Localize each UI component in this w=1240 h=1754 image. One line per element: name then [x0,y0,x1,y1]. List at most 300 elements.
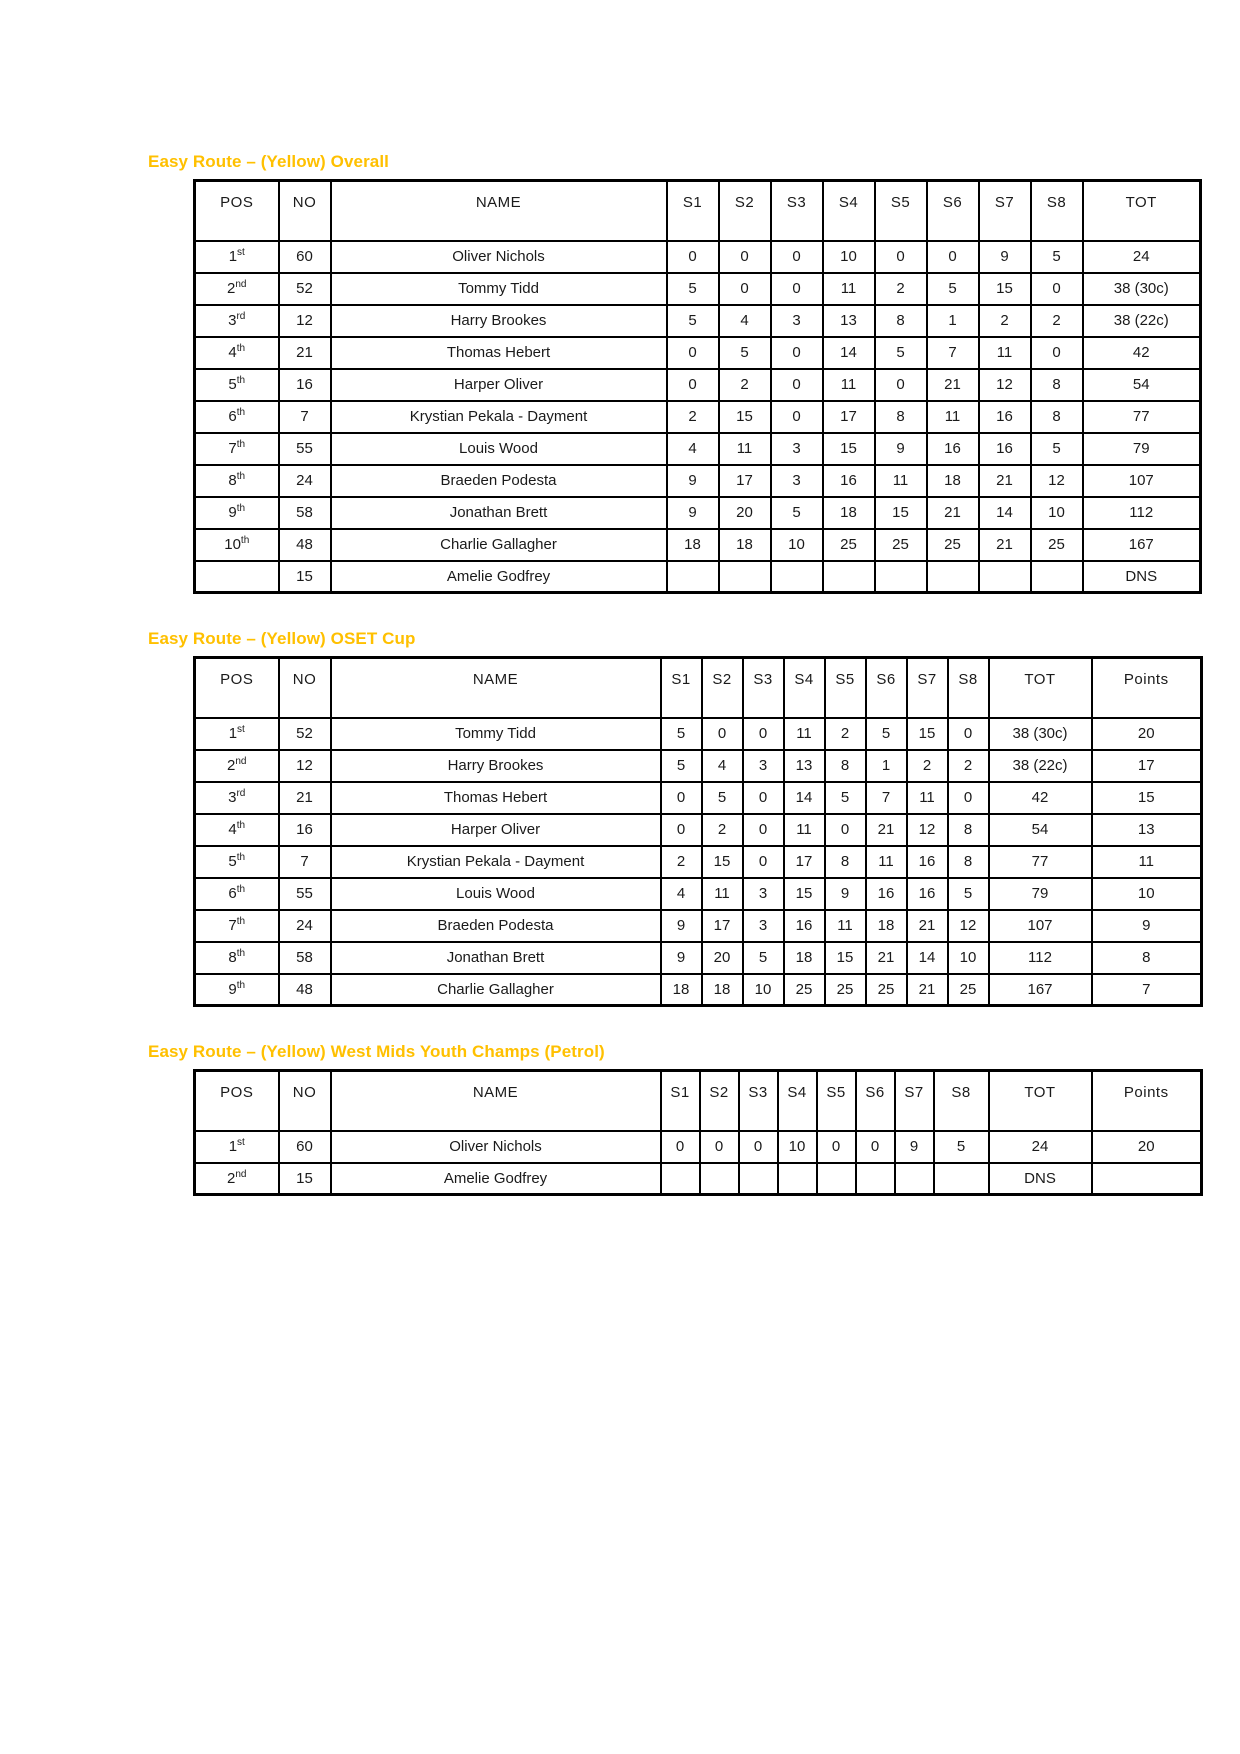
score-cell: 15 [875,497,927,529]
section-title: Easy Route – (Yellow) Overall [148,152,389,171]
pos-cell: 8th [195,465,279,497]
table-row [195,846,1202,878]
table-row [195,1163,1202,1195]
score-cell: 5 [825,782,866,814]
score-cell: 2 [948,750,989,782]
tot-cell: 107 [1083,465,1201,497]
header-cell-no: NO [279,658,331,718]
header-cell-s5: S5 [875,181,927,241]
score-cell: 2 [667,401,719,433]
score-cell: 0 [667,241,719,273]
score-cell: 9 [667,465,719,497]
header-cell-s1: S1 [661,1071,700,1131]
tot-cell: DNS [989,1163,1092,1195]
no-cell: 15 [279,1163,331,1195]
score-cell: 18 [661,974,702,1006]
score-cell [700,1163,739,1195]
no-cell: 48 [279,529,331,561]
score-cell: 11 [825,910,866,942]
points-cell: 17 [1092,750,1202,782]
name-cell: Harper Oliver [331,369,667,401]
header-cell-s6: S6 [866,658,907,718]
tot-cell: 38 (30c) [989,718,1092,750]
header-cell-s2: S2 [719,181,771,241]
score-cell: 25 [866,974,907,1006]
score-cell [856,1163,895,1195]
score-cell: 0 [948,782,989,814]
name-cell: Thomas Hebert [331,782,661,814]
score-cell [719,561,771,593]
header-row [195,1071,1202,1131]
score-cell: 2 [875,273,927,305]
pos-ordinal: th [236,503,246,514]
results-table [193,1069,1203,1196]
score-cell: 9 [661,942,702,974]
pos-cell: 6th [195,401,279,433]
score-cell: 4 [702,750,743,782]
score-cell: 5 [1031,241,1083,273]
pos-ordinal: nd [235,756,247,767]
header-cell-s8: S8 [934,1071,989,1131]
score-cell: 0 [661,782,702,814]
score-cell: 25 [875,529,927,561]
score-cell: 2 [1031,305,1083,337]
pos-ordinal: th [240,535,250,546]
tot-cell: 79 [989,878,1092,910]
header-cell-s6: S6 [856,1071,895,1131]
tot-cell: DNS [1083,561,1201,593]
table-row [195,241,1201,273]
score-cell: 8 [948,846,989,878]
score-cell: 9 [825,878,866,910]
table-row [195,497,1201,529]
score-cell: 16 [823,465,875,497]
score-cell: 0 [702,718,743,750]
score-cell: 7 [927,337,979,369]
header-cell-s1: S1 [661,658,702,718]
score-cell: 12 [907,814,948,846]
score-cell [927,561,979,593]
score-cell: 16 [784,910,825,942]
score-cell: 3 [771,305,823,337]
score-cell: 5 [771,497,823,529]
score-cell: 9 [661,910,702,942]
header-cell-s7: S7 [979,181,1031,241]
table-row [195,814,1202,846]
score-cell: 9 [979,241,1031,273]
header-cell-s6: S6 [927,181,979,241]
header-cell-points: Points [1092,658,1202,718]
header-cell-no: NO [279,181,331,241]
header-cell-s2: S2 [702,658,743,718]
score-cell: 0 [856,1131,895,1163]
tot-cell: 112 [1083,497,1201,529]
header-cell-name: NAME [331,181,667,241]
header-cell-s4: S4 [784,658,825,718]
no-cell: 48 [279,974,331,1006]
points-cell: 13 [1092,814,1202,846]
score-cell: 0 [743,718,784,750]
no-cell: 58 [279,497,331,529]
score-cell: 8 [948,814,989,846]
score-cell: 11 [823,273,875,305]
score-cell: 8 [1031,369,1083,401]
score-cell: 16 [927,433,979,465]
score-cell: 18 [866,910,907,942]
score-cell: 0 [661,1131,700,1163]
score-cell: 0 [948,718,989,750]
header-cell-s4: S4 [823,181,875,241]
pos-cell: 8th [195,942,279,974]
no-cell: 58 [279,942,331,974]
no-cell: 12 [279,750,331,782]
pos-ordinal: rd [236,788,246,799]
name-cell: Krystian Pekala - Dayment [331,401,667,433]
score-cell: 5 [667,305,719,337]
score-cell: 0 [743,814,784,846]
name-cell: Harry Brookes [331,750,661,782]
score-cell [667,561,719,593]
table-row [195,718,1202,750]
pos-cell: 2nd [195,1163,279,1195]
score-cell: 10 [948,942,989,974]
name-cell: Amelie Godfrey [331,1163,661,1195]
header-cell-s5: S5 [825,658,866,718]
score-cell: 10 [771,529,823,561]
score-cell: 9 [667,497,719,529]
name-cell: Braeden Podesta [331,465,667,497]
pos-cell: 7th [195,910,279,942]
header-cell-s8: S8 [1031,181,1083,241]
score-cell: 2 [825,718,866,750]
points-cell: 20 [1092,718,1202,750]
name-cell: Charlie Gallagher [331,529,667,561]
header-cell-s3: S3 [771,181,823,241]
score-cell: 0 [667,337,719,369]
tot-cell: 77 [1083,401,1201,433]
score-cell: 17 [719,465,771,497]
table-row [195,337,1201,369]
score-cell: 8 [825,750,866,782]
pos-ordinal: nd [235,1168,247,1180]
score-cell: 20 [719,497,771,529]
score-cell: 15 [979,273,1031,305]
score-cell: 0 [771,337,823,369]
score-cell: 21 [927,497,979,529]
tot-cell: 24 [1083,241,1201,273]
score-cell: 18 [823,497,875,529]
score-cell: 21 [927,369,979,401]
pos-ordinal: st [237,247,245,258]
pos-cell: 9th [195,497,279,529]
score-cell: 0 [875,241,927,273]
header-cell-s3: S3 [739,1071,778,1131]
score-cell: 0 [1031,337,1083,369]
points-cell: 15 [1092,782,1202,814]
pos-ordinal: st [237,1137,245,1148]
score-cell: 10 [823,241,875,273]
score-cell: 0 [719,241,771,273]
score-cell: 0 [927,241,979,273]
score-cell: 15 [784,878,825,910]
name-cell: Braeden Podesta [331,910,661,942]
score-cell [934,1163,989,1195]
no-cell: 16 [279,814,331,846]
header-row [195,658,1202,718]
score-cell: 11 [719,433,771,465]
pos-cell: 9th [195,974,279,1006]
no-cell: 55 [279,878,331,910]
score-cell: 8 [875,401,927,433]
score-cell: 11 [784,718,825,750]
score-cell: 0 [771,241,823,273]
pos-cell: 2nd [195,750,279,782]
score-cell: 21 [866,942,907,974]
score-cell: 18 [927,465,979,497]
score-cell: 3 [743,878,784,910]
score-cell: 4 [719,305,771,337]
score-cell: 11 [875,465,927,497]
results-section-overall [148,152,1240,594]
pos-cell: 4th [195,814,279,846]
points-cell [1092,1163,1202,1195]
pos-ordinal: th [236,439,246,450]
pos-cell: 4th [195,337,279,369]
no-cell: 52 [279,718,331,750]
score-cell: 16 [979,401,1031,433]
score-cell: 11 [927,401,979,433]
table-row [195,942,1202,974]
header-cell-tot: TOT [989,658,1092,718]
score-cell: 5 [948,878,989,910]
score-cell: 0 [700,1131,739,1163]
score-cell: 25 [927,529,979,561]
score-cell: 5 [934,1131,989,1163]
name-cell: Charlie Gallagher [331,974,661,1006]
no-cell: 60 [279,241,331,273]
points-cell: 7 [1092,974,1202,1006]
no-cell: 55 [279,433,331,465]
score-cell: 5 [1031,433,1083,465]
pos-ordinal: th [236,852,246,863]
score-cell: 2 [979,305,1031,337]
header-cell-s7: S7 [895,1071,934,1131]
no-cell: 21 [279,782,331,814]
pos-ordinal: th [236,979,246,991]
score-cell: 12 [1031,465,1083,497]
tot-cell: 38 (22c) [1083,305,1201,337]
no-cell: 24 [279,910,331,942]
score-cell: 11 [823,369,875,401]
score-cell: 15 [907,718,948,750]
header-row [195,181,1201,241]
table-row [195,750,1202,782]
pos-ordinal: th [236,916,246,927]
score-cell: 15 [702,846,743,878]
no-cell: 52 [279,273,331,305]
score-cell [771,561,823,593]
pos-ordinal: th [236,884,246,895]
score-cell: 0 [743,782,784,814]
pos-cell: 1st [195,718,279,750]
score-cell [778,1163,817,1195]
score-cell [895,1163,934,1195]
score-cell: 0 [771,369,823,401]
score-cell: 11 [907,782,948,814]
tot-cell: 38 (30c) [1083,273,1201,305]
score-cell: 2 [702,814,743,846]
pos-cell [195,561,279,593]
header-cell-s8: S8 [948,658,989,718]
score-cell: 25 [1031,529,1083,561]
points-cell: 9 [1092,910,1202,942]
name-cell: Tommy Tidd [331,273,667,305]
name-cell: Thomas Hebert [331,337,667,369]
pos-ordinal: rd [236,311,246,322]
no-cell: 12 [279,305,331,337]
score-cell: 16 [907,878,948,910]
score-cell: 11 [784,814,825,846]
score-cell: 14 [784,782,825,814]
score-cell: 4 [661,878,702,910]
score-cell: 0 [739,1131,778,1163]
name-cell: Harry Brookes [331,305,667,337]
tot-cell: 54 [1083,369,1201,401]
score-cell: 18 [702,974,743,1006]
score-cell: 5 [667,273,719,305]
score-cell: 0 [817,1131,856,1163]
score-cell: 14 [823,337,875,369]
score-cell: 1 [927,305,979,337]
score-cell: 3 [771,433,823,465]
table-row [195,273,1201,305]
score-cell: 8 [825,846,866,878]
header-cell-pos: POS [195,658,279,718]
results-table [193,656,1203,1007]
table-row [195,910,1202,942]
score-cell: 25 [825,974,866,1006]
pos-cell: 1st [195,241,279,273]
name-cell: Oliver Nichols [331,1131,661,1163]
score-cell: 5 [927,273,979,305]
no-cell: 7 [279,401,331,433]
score-cell: 13 [823,305,875,337]
score-cell: 25 [823,529,875,561]
tot-cell: 54 [989,814,1092,846]
score-cell: 17 [702,910,743,942]
header-cell-name: NAME [331,1071,661,1131]
pos-ordinal: st [237,724,245,735]
pos-cell: 7th [195,433,279,465]
score-cell [817,1163,856,1195]
no-cell: 16 [279,369,331,401]
tot-cell: 167 [989,974,1092,1006]
score-cell: 5 [719,337,771,369]
pos-cell: 3rd [195,305,279,337]
header-cell-tot: TOT [1083,181,1201,241]
score-cell: 3 [771,465,823,497]
table-row [195,401,1201,433]
score-cell: 5 [661,718,702,750]
pos-cell: 5th [195,846,279,878]
results-section-oset-cup [148,629,1240,1007]
no-cell: 60 [279,1131,331,1163]
score-cell: 3 [743,910,784,942]
score-cell: 11 [702,878,743,910]
score-cell [739,1163,778,1195]
score-cell: 0 [667,369,719,401]
header-cell-tot: TOT [989,1071,1092,1131]
score-cell: 5 [661,750,702,782]
score-cell [875,561,927,593]
table-row [195,305,1201,337]
header-cell-s5: S5 [817,1071,856,1131]
table-row [195,974,1202,1006]
name-cell: Harper Oliver [331,814,661,846]
score-cell: 10 [1031,497,1083,529]
table-row [195,561,1201,593]
score-cell: 0 [1031,273,1083,305]
table-row [195,1131,1202,1163]
pos-cell: 3rd [195,782,279,814]
score-cell: 0 [875,369,927,401]
name-cell: Louis Wood [331,878,661,910]
score-cell: 18 [667,529,719,561]
tot-cell: 112 [989,942,1092,974]
name-cell: Jonathan Brett [331,497,667,529]
tot-cell: 167 [1083,529,1201,561]
score-cell: 18 [784,942,825,974]
pos-ordinal: nd [235,279,247,290]
name-cell: Oliver Nichols [331,241,667,273]
header-cell-s1: S1 [667,181,719,241]
points-cell: 10 [1092,878,1202,910]
score-cell: 16 [907,846,948,878]
table-row [195,878,1202,910]
score-cell: 21 [979,465,1031,497]
pos-ordinal: th [236,948,246,959]
header-cell-s3: S3 [743,658,784,718]
pos-cell: 1st [195,1131,279,1163]
table-row [195,433,1201,465]
score-cell: 0 [661,814,702,846]
pos-cell: 5th [195,369,279,401]
score-cell: 0 [825,814,866,846]
section-title: Easy Route – (Yellow) West Mids Youth Champs (Petrol) [148,1042,605,1061]
score-cell: 10 [778,1131,817,1163]
header-cell-pos: POS [195,1071,279,1131]
pos-ordinal: th [236,343,246,354]
table-row [195,369,1201,401]
header-cell-points: Points [1092,1071,1202,1131]
score-cell: 18 [719,529,771,561]
score-cell: 5 [875,337,927,369]
points-cell: 8 [1092,942,1202,974]
score-cell [979,561,1031,593]
score-cell: 11 [866,846,907,878]
tot-cell: 107 [989,910,1092,942]
score-cell: 17 [784,846,825,878]
tot-cell: 24 [989,1131,1092,1163]
score-cell [823,561,875,593]
score-cell: 0 [771,401,823,433]
tot-cell: 79 [1083,433,1201,465]
score-cell: 8 [875,305,927,337]
name-cell: Louis Wood [331,433,667,465]
score-cell [1031,561,1083,593]
score-cell: 21 [866,814,907,846]
pos-ordinal: th [236,820,246,831]
